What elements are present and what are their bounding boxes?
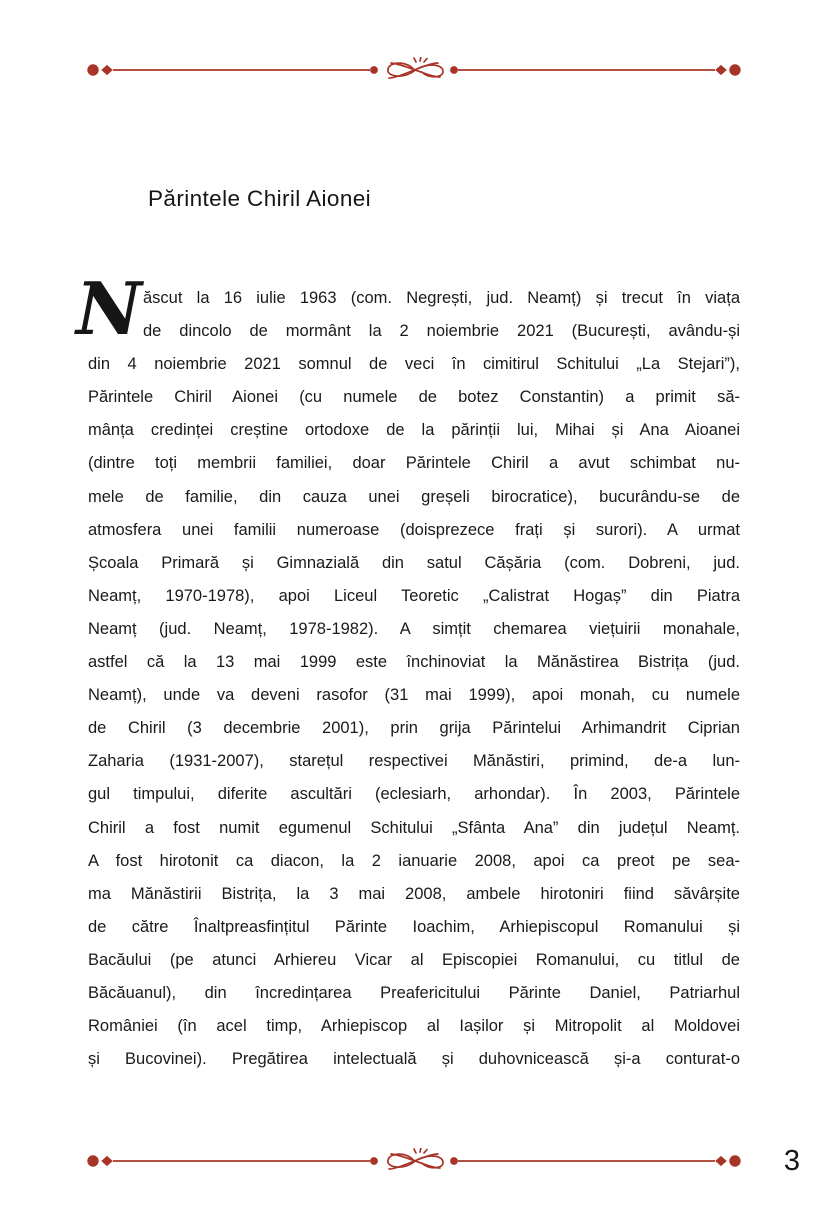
paragraph-line: Neamț), unde va deveni rasofor (31 mai 1999), apoi monah, cu numele xyxy=(88,686,740,705)
paragraph-line: de dincolo de mormânt la 2 noiembrie 2021 (București, avându-și xyxy=(143,322,740,341)
paragraph-line: Chiril a fost numit egumenul Schitului „Sfânta Ana” din județul Neamț. xyxy=(88,818,740,837)
paragraph-line: Părintele Chiril Aionei (cu numele de botez Constantin) a primit să- xyxy=(88,388,740,407)
paragraph-line: Bacăului (pe atunci Arhiereu Vicar al Episcopiei Romanului, cu titlul de xyxy=(88,950,740,969)
paragraph-line: României (în acel timp, Arhiepiscop al Iașilor și Mitropolit al Moldovei xyxy=(88,1017,740,1036)
paragraph-line: Școala Primară și Gimnazială din satul Cășăria (com. Dobreni, jud. xyxy=(88,553,740,572)
paragraph-line: din 4 noiembrie 2021 somnul de veci în cimitirul Schitului „La Stejari”), xyxy=(88,355,740,374)
footer-divider xyxy=(0,1148,827,1174)
paragraph-line: de către Înaltpreasfințitul Părinte Ioachim, Arhiepiscopul Romanului și xyxy=(88,917,740,936)
biography-paragraph xyxy=(76,266,740,1076)
header-divider xyxy=(0,57,827,83)
paragraph-line: A fost hirotonit ca diacon, la 2 ianuarie 2008, apoi ca preot pe sea- xyxy=(88,851,740,870)
drop-cap-initial: N xyxy=(76,266,142,351)
page-number: 3 xyxy=(783,1145,800,1177)
page-title: Părintele Chiril Aionei xyxy=(148,186,372,211)
paragraph-line: Neamț (jud. Neamț, 1978-1982). A simțit chemarea viețuirii monahale, xyxy=(88,619,740,638)
paragraph-line: Zaharia (1931-2007), starețul respectivei Mănăstiri, primind, de-a lun- xyxy=(88,752,740,771)
calligraphic-divider-icon xyxy=(86,1148,742,1174)
paragraph-line: ăscut la 16 iulie 1963 (com. Negrești, jud. Neamț) și trecut în viața xyxy=(143,289,740,307)
paragraph-line: Băcăuanul), din încredințarea Preafericitului Părinte Daniel, Patriarhul xyxy=(88,983,740,1002)
paragraph-line: Neamț, 1970-1978), apoi Liceul Teoretic „Calistrat Hogaș” din Piatra xyxy=(88,586,740,605)
paragraph-line: gul timpului, diferite ascultări (eclesiarh, arhondar). În 2003, Părintele xyxy=(88,785,740,804)
paragraph-lines xyxy=(88,282,740,1076)
calligraphic-divider-icon xyxy=(86,57,742,83)
paragraph-line: (dintre toți membrii familiei, doar Părintele Chiril a avut schimbat nu- xyxy=(88,454,740,473)
paragraph-line: mele de familie, din cauza unei greșeli birocratice), bucurându-se de xyxy=(88,487,740,506)
paragraph-line: astfel că la 13 mai 1999 este închinoviat la Mănăstirea Bistrița (jud. xyxy=(88,653,740,672)
paragraph-line: de Chiril (3 decembrie 2001), prin grija Părintelui Arhimandrit Ciprian xyxy=(88,719,740,738)
paragraph-line: mânța credinței creștine ortodoxe de la părinții lui, Mihai și Ana Aioanei xyxy=(88,421,740,440)
paragraph-line: și Bucovinei). Pregătirea intelectuală și duhovnicească și-a conturat-o xyxy=(88,1050,740,1069)
paragraph-line: ma Mănăstirii Bistrița, la 3 mai 2008, ambele hirotoniri fiind săvârșite xyxy=(88,884,740,903)
paragraph-line: atmosfera unei familii numeroase (doisprezece frați și surori). A urmat xyxy=(88,520,740,539)
